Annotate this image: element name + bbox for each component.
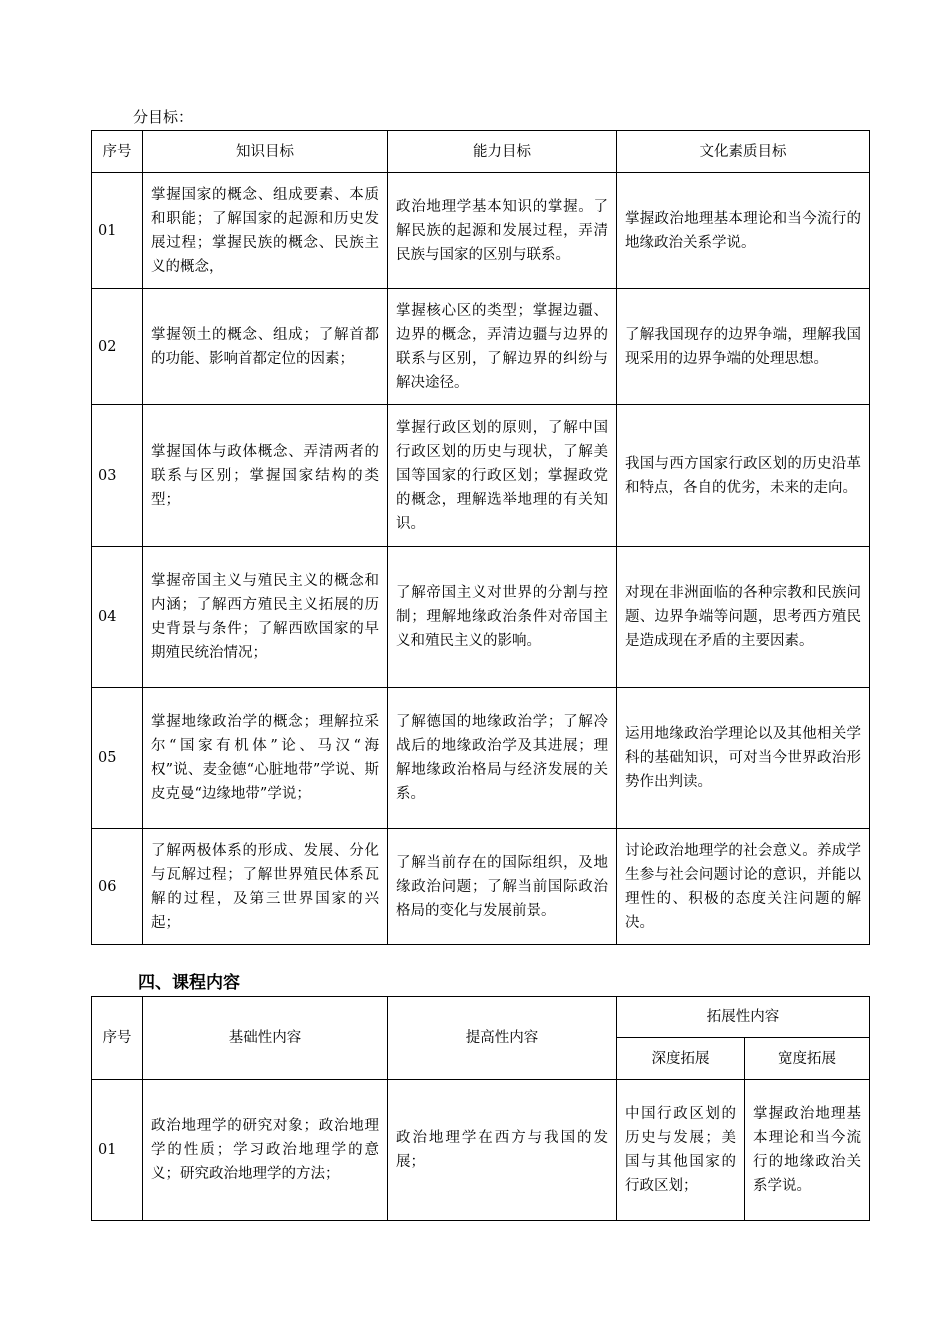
table-row [92,829,870,945]
table-row [92,289,870,405]
table-row [92,1080,870,1221]
knowledge-cell: 掌握帝国主义与殖民主义的概念和内涵；了解西方殖民主义拓展的历史背景与条件；了解西欧国家的早期殖民统治情况； [143,547,388,688]
culture-cell: 我国与西方国家行政区划的历史沿革和特点，各自的优劣，未来的走向。 [617,405,870,547]
culture-cell: 对现在非洲面临的各种宗教和民族问题、边界争端等问题，思考西方殖民是造成现在矛盾的主要因素。 [617,547,870,688]
culture-cell: 运用地缘政治学理论以及其他相关学科的基础知识，可对当今世界政治形势作出判读。 [617,688,870,829]
knowledge-cell: 掌握国体与政体概念、弄清两者的联系与区别；掌握国家结构的类型； [143,405,388,547]
ability-cell: 掌握行政区划的原则，了解中国行政区划的历史与现状，了解美国等国家的行政区划；掌握政党的概念，理解选举地理的有关知识。 [388,405,617,547]
section-title: 四、课程内容 [138,973,240,993]
ability-cell: 掌握核心区的类型；掌握边疆、边界的概念，弄清边疆与边界的联系与区别，了解边界的纠纷与解决途径。 [388,289,617,405]
depth-cell: 中国行政区划的历史与发展；美国与其他国家的行政区划； [617,1080,745,1221]
header-basic: 基础性内容 [143,997,388,1080]
content-header-row [92,997,870,1038]
header-knowledge: 知识目标 [143,131,388,173]
row-no: 01 [92,173,143,289]
header-ability: 能力目标 [388,131,617,173]
ability-cell: 了解帝国主义对世界的分割与控制；理解地缘政治条件对帝国主义和殖民主义的影响。 [388,547,617,688]
header-culture: 文化素质目标 [617,131,870,173]
row-no: 03 [92,405,143,547]
table-row [92,173,870,289]
goals-table [91,130,870,945]
goals-header-row [92,131,870,173]
culture-cell: 掌握政治地理基本理论和当今流行的地缘政治关系学说。 [617,173,870,289]
culture-cell: 了解我国现存的边界争端，理解我国现采用的边界争端的处理思想。 [617,289,870,405]
knowledge-cell: 了解两极体系的形成、发展、分化与瓦解过程；了解世界殖民体系瓦解的过程，及第三世界国家的兴起； [143,829,388,945]
row-no: 06 [92,829,143,945]
knowledge-cell: 掌握领土的概念、组成；了解首都的功能、影响首都定位的因素； [143,289,388,405]
subheading: 分目标： [133,108,194,126]
row-no: 02 [92,289,143,405]
ability-cell: 了解德国的地缘政治学；了解冷战后的地缘政治学及其进展；理解地缘政治格局与经济发展的关系。 [388,688,617,829]
culture-cell: 讨论政治地理学的社会意义。养成学生参与社会问题讨论的意识，并能以理性的、积极的态度关注问题的解决。 [617,829,870,945]
breadth-cell: 掌握政治地理基本理论和当今流行的地缘政治关系学说。 [745,1080,870,1221]
ability-cell: 政治地理学基本知识的掌握。了解民族的起源和发展过程，弄清民族与国家的区别与联系。 [388,173,617,289]
header-no: 序号 [92,997,143,1080]
header-advanced: 提高性内容 [388,997,617,1080]
header-breadth: 宽度拓展 [745,1038,870,1080]
table-row [92,547,870,688]
advanced-cell: 政治地理学在西方与我国的发展； [388,1080,617,1221]
table-row [92,405,870,547]
row-no: 01 [92,1080,143,1221]
basic-cell: 政治地理学的研究对象；政治地理学的性质；学习政治地理学的意义；研究政治地理学的方法； [143,1080,388,1221]
content-table [91,996,870,1221]
ability-cell: 了解当前存在的国际组织，及地缘政治问题；了解当前国际政治格局的变化与发展前景。 [388,829,617,945]
header-extended: 拓展性内容 [617,997,870,1038]
header-no: 序号 [92,131,143,173]
row-no: 05 [92,688,143,829]
knowledge-cell: 掌握地缘政治学的概念；理解拉采尔“国家有机体”论、马汉“海权”说、麦金德“心脏地带”学说、斯皮克曼“边缘地带”学说； [143,688,388,829]
header-depth: 深度拓展 [617,1038,745,1080]
knowledge-cell: 掌握国家的概念、组成要素、本质和职能；了解国家的起源和历史发展过程；掌握民族的概念、民族主义的概念， [143,173,388,289]
row-no: 04 [92,547,143,688]
table-row [92,688,870,829]
